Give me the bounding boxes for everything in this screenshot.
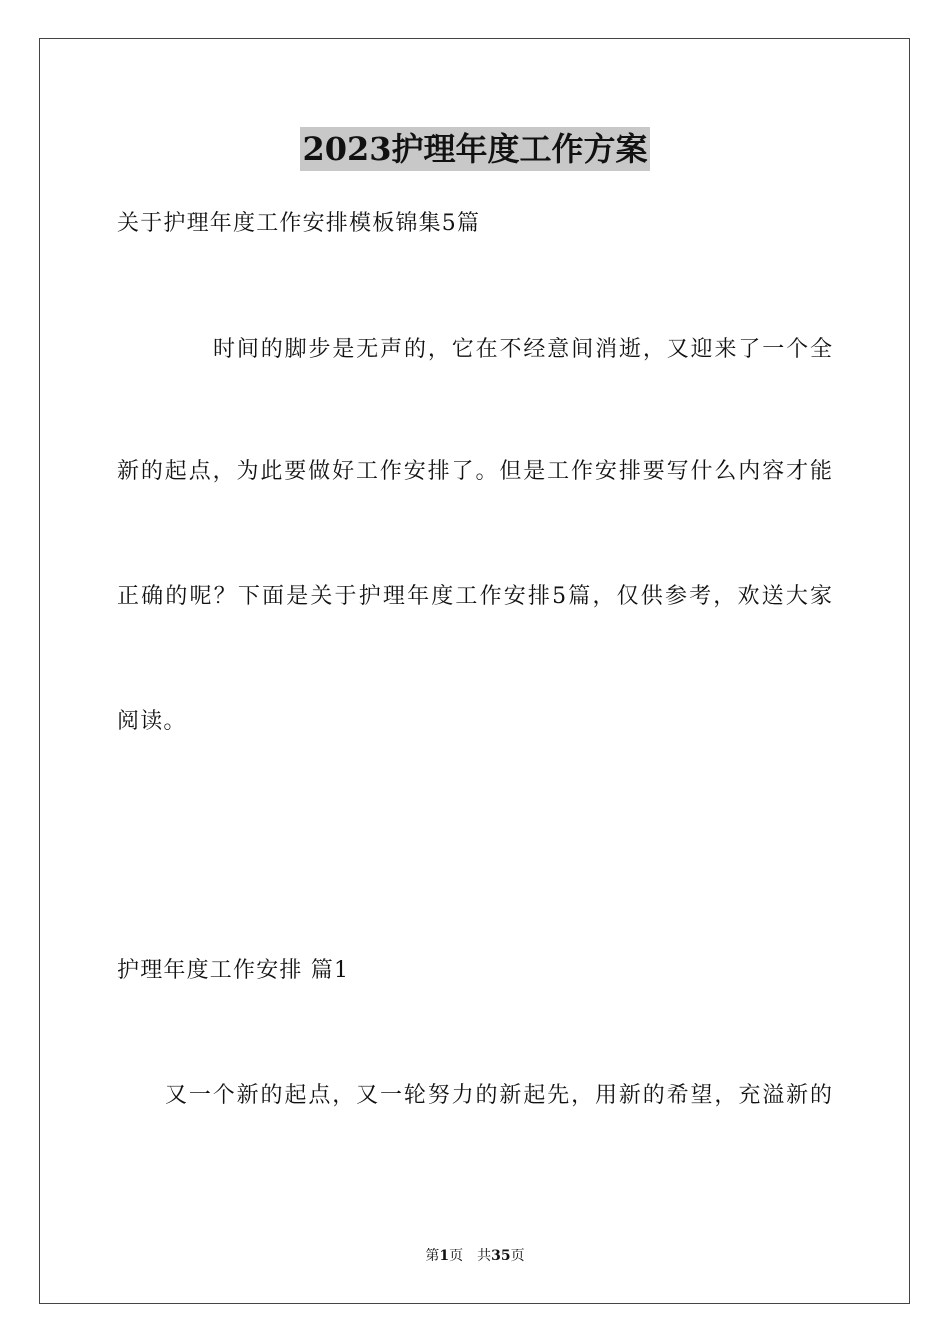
intro-line-2: 新的起点，为此要做好工作安排了。但是工作安排要写什么内容才能 — [117, 459, 832, 484]
page-footer — [0, 1247, 950, 1265]
footer-total-suffix: 页 — [510, 1248, 525, 1264]
footer-page-total: 35 — [491, 1248, 511, 1264]
intro-line-4: 阅读。 — [117, 709, 187, 734]
intro-line-1: 时间的脚步是无声的，它在不经意间消逝，又迎来了一个全 — [213, 337, 832, 362]
section-body-line-1: 又一个新的起点，又一轮努力的新起先，用新的希望，充溢新的 — [165, 1083, 832, 1108]
title-container — [0, 127, 950, 171]
footer-total-prefix: 共 — [477, 1248, 492, 1264]
intro-line-3: 正确的呢？下面是关于护理年度工作安排5篇，仅供参考，欢送大家 — [117, 584, 832, 609]
footer-page-current: 1 — [439, 1248, 450, 1264]
footer-page-prefix: 第 — [425, 1248, 440, 1264]
section-heading: 护理年度工作安排 篇1 — [117, 958, 350, 983]
document-title: 2023护理年度工作方案 — [300, 127, 649, 171]
footer-page-suffix: 页 — [449, 1248, 464, 1264]
document-subtitle: 关于护理年度工作安排模板锦集5篇 — [117, 211, 481, 236]
